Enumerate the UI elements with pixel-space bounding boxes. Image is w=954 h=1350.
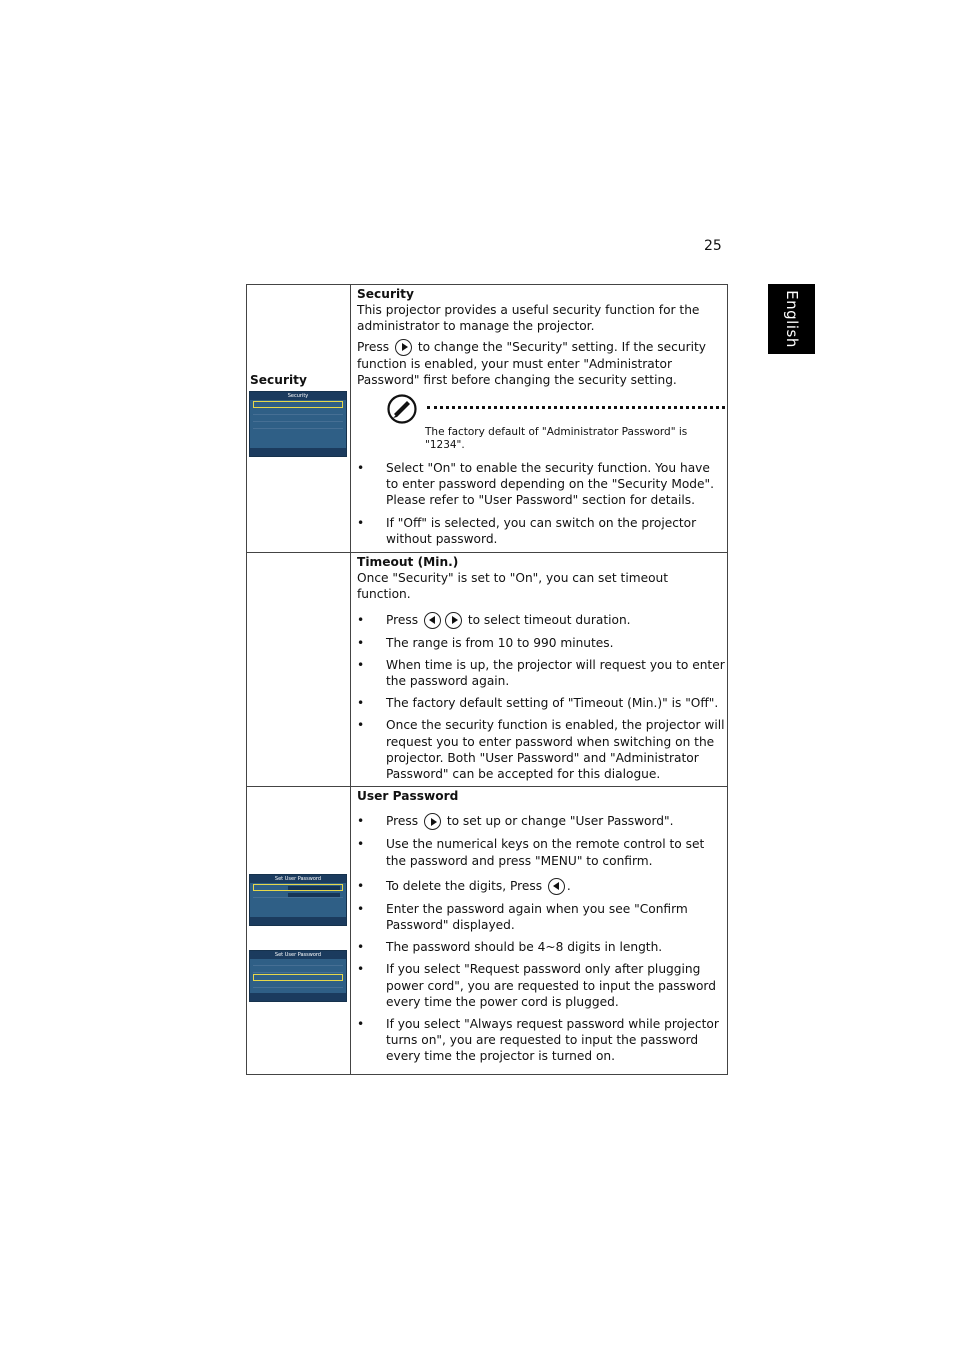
delete-digits-bullet bbox=[357, 878, 725, 895]
security-description-cell bbox=[351, 285, 728, 553]
user-password-bullet: • If you select "Request password only after plugging power cord", you are requested to input the password every time the power cord is plugged. bbox=[357, 961, 725, 1010]
delete-after-text: . bbox=[566, 878, 571, 893]
security-press-paragraph bbox=[357, 339, 725, 388]
screenshot-row bbox=[253, 974, 343, 981]
note-dotted-line bbox=[427, 406, 725, 409]
security-intro: This projector provides a useful security function for the administrator to manage the projector. bbox=[357, 303, 700, 334]
left-arrow-icon bbox=[548, 878, 565, 895]
timeout-bullet: • The factory default setting of "Timeout (Min.)" is "Off". bbox=[357, 695, 725, 711]
right-arrow-icon bbox=[424, 813, 441, 830]
user-password-bullet: • If you select "Always request password while projector turns on", you are requested to input the password every time the projector is turned on. bbox=[357, 1016, 725, 1065]
timeout-heading: Timeout (Min.) bbox=[357, 555, 459, 569]
timeout-row bbox=[247, 553, 728, 787]
screenshot-row bbox=[253, 401, 343, 408]
note-text: The factory default of "Administrator Password" is "1234". bbox=[425, 426, 688, 451]
settings-table bbox=[246, 284, 728, 1075]
timeout-bullet: • The range is from 10 to 990 minutes. bbox=[357, 635, 725, 651]
left-arrow-icon bbox=[424, 612, 441, 629]
security-menu-screenshot bbox=[249, 391, 347, 457]
user-password-row bbox=[247, 787, 728, 1075]
timeout-left-cell bbox=[247, 553, 351, 787]
screenshot-footer bbox=[250, 448, 346, 456]
timeout-press-bullet bbox=[357, 612, 725, 629]
user-password-bullet: • The password should be 4~8 digits in length. bbox=[357, 939, 725, 955]
screenshot-row bbox=[253, 423, 343, 429]
security-bullet: • If "Off" is selected, you can switch on the projector without password. bbox=[357, 515, 725, 547]
timeout-bullet: • Once the security function is enabled, the projector will request you to enter password when switching on the projector. Both "User Password" and "Administrator Password" can be accepted for this dialogue. bbox=[357, 717, 725, 782]
press-after-text: to select timeout duration. bbox=[467, 612, 631, 627]
user-password-heading: User Password bbox=[357, 789, 459, 804]
press-after-text: to set up or change "User Password". bbox=[446, 814, 674, 829]
delete-text: To delete the digits, Press bbox=[386, 878, 543, 893]
right-arrow-icon bbox=[445, 612, 462, 629]
user-password-screenshot-title-2: Set User Password bbox=[250, 951, 346, 959]
timeout-intro: Once "Security" is set to "On", you can set timeout function. bbox=[357, 571, 669, 602]
user-password-description-cell bbox=[351, 787, 728, 1075]
numeric-keys-bullet: • Use the numerical keys on the remote control to set the password and press "MENU" to confirm. bbox=[357, 836, 725, 868]
page-number: 25 bbox=[704, 238, 722, 254]
note-pen-icon bbox=[387, 394, 417, 424]
press-text: Press bbox=[386, 814, 419, 829]
screenshot-footer bbox=[250, 917, 346, 925]
security-row bbox=[247, 285, 728, 553]
press-text: Press bbox=[357, 339, 390, 354]
password-bar bbox=[288, 886, 340, 890]
security-left-label: Security bbox=[250, 373, 307, 387]
security-left-cell bbox=[247, 285, 351, 553]
timeout-bullet-list bbox=[357, 612, 725, 783]
security-bullet-list bbox=[357, 460, 725, 547]
security-screenshot-title: Security bbox=[250, 392, 346, 400]
security-bullet: • Select "On" to enable the security function. You have to enter password depending on the "Security Mode". Please refer to "User Password" section for details. bbox=[357, 460, 725, 509]
screenshot-row bbox=[253, 967, 343, 973]
press-text: Press bbox=[386, 612, 419, 627]
timeout-description-cell bbox=[351, 553, 728, 787]
user-password-screenshot-title: Set User Password bbox=[250, 875, 346, 883]
user-password-bullet: • Enter the password again when you see "Confirm Password" displayed. bbox=[357, 901, 725, 933]
user-password-left-cell bbox=[247, 787, 351, 1075]
password-bar bbox=[288, 893, 340, 897]
screenshot-row bbox=[253, 960, 343, 966]
set-user-password-screenshot bbox=[249, 874, 347, 926]
note-box bbox=[357, 392, 725, 454]
screenshot-row bbox=[253, 409, 343, 415]
language-tab bbox=[768, 284, 815, 354]
right-arrow-icon bbox=[395, 339, 412, 356]
screenshot-footer bbox=[250, 993, 346, 1001]
security-heading: Security bbox=[357, 287, 414, 301]
timeout-bullet: • When time is up, the projector will request you to enter the password again. bbox=[357, 657, 725, 689]
screenshot-row bbox=[253, 416, 343, 422]
screenshot-row bbox=[253, 982, 343, 988]
user-password-press-bullet bbox=[357, 813, 725, 830]
password-options-screenshot bbox=[249, 950, 347, 1002]
language-tab-label: English bbox=[782, 290, 801, 348]
press-after-text: to change the "Security" setting. If the security function is enabled, your must enter "Administrator Password" first before changing the security setting. bbox=[357, 339, 706, 387]
user-password-bullet-list bbox=[357, 813, 725, 1064]
